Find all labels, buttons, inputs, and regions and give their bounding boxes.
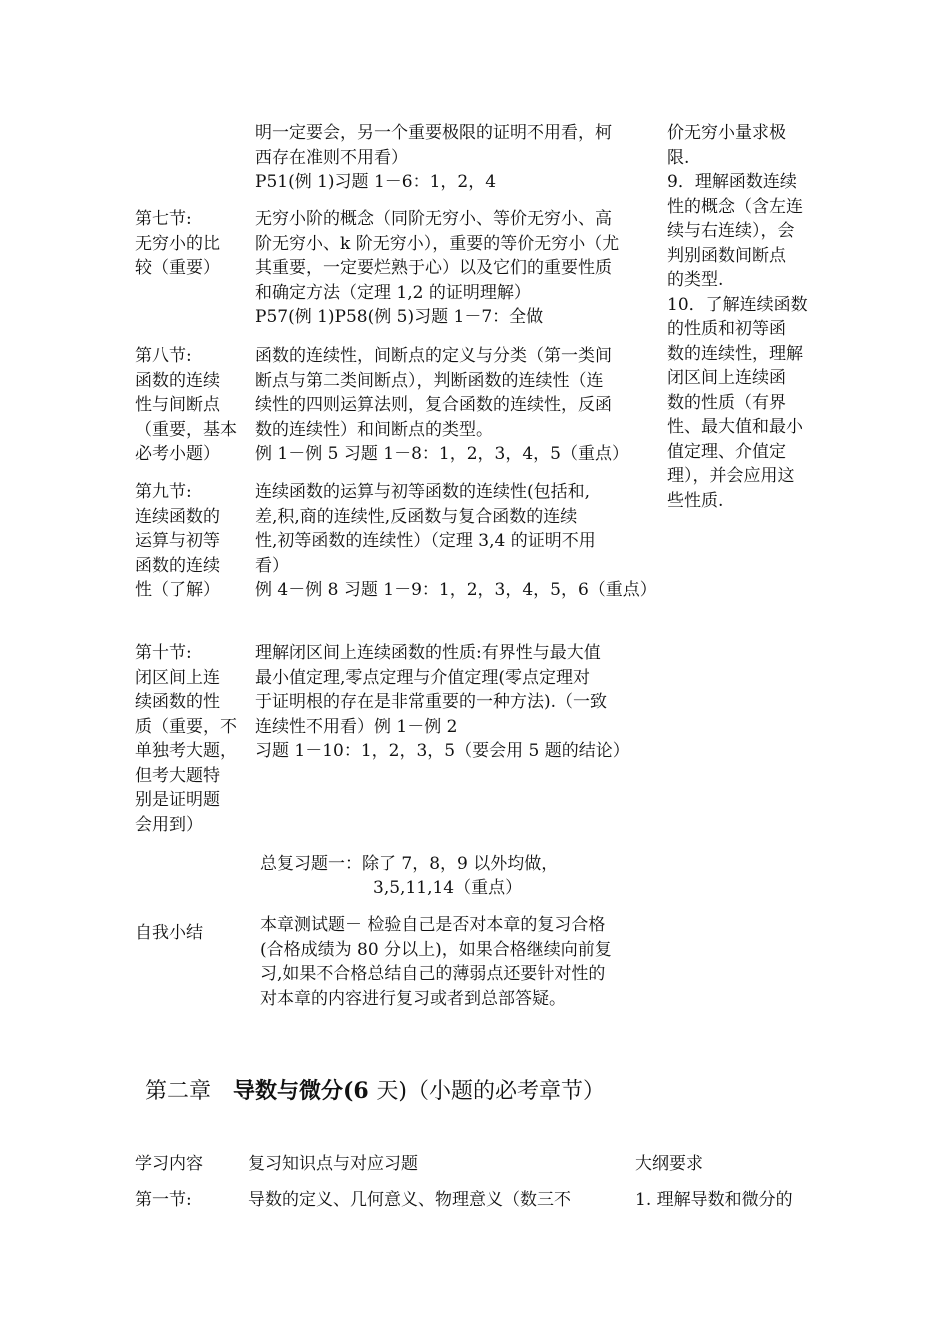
requirement-line: 闭区间上连续函 — [667, 368, 786, 388]
review-line-1: 总复习题一：除了 7，8，9 以外均做， — [260, 854, 559, 874]
requirement-line: 些性质. — [667, 490, 724, 511]
chapter-title-bold: 导数与微分(6 — [233, 1078, 377, 1104]
self-summary-title: 自我小结 — [135, 923, 203, 943]
requirement-line: 限. — [667, 147, 690, 168]
section-9-content: 连续函数的运算与初等函数的连续性(包括和, 差,积,商的连续性,反函数与复合函数的连续 性,初等函数的连续性）（定理 3,4 的证明不用 看） 例 4－例 8 习题 1－9：1，2，3，4，5，6（重点） — [255, 482, 657, 600]
chapter2-row-requirement: 1. 理解导数和微分的 — [635, 1190, 793, 1210]
column-header-content: 学习内容 — [135, 1154, 203, 1174]
requirement-line: 9．理解函数连续 — [667, 172, 797, 192]
content-line: 西存在准则不用看） — [255, 147, 408, 168]
section-8-content: 函数的连续性，间断点的定义与分类（第一类间 断点与第二类间断点），判断函数的连续性（连 续性的四则运算法则，复合函数的连续性，反函 数的连续性）和间断点的类型。 例 1－例 5 习题 1－8：1，2，3，4，5（重点） — [255, 346, 629, 464]
requirement-line: 数的连续性，理解 — [667, 343, 803, 364]
content-line: 明一定要会，另一个重要极限的证明不用看，柯 — [255, 123, 612, 143]
requirement-line: 性、最大值和最小 — [667, 417, 803, 437]
requirements-column — [667, 121, 817, 513]
chapter-title-rest: 天)（小题的必考章节） — [376, 1079, 605, 1104]
chapter2-row-content: 导数的定义、几何意义、物理意义（数三不 — [248, 1190, 571, 1210]
column-header-knowledge: 复习知识点与对应习题 — [248, 1154, 418, 1174]
section-7-title: 第七节: 无穷小的比 较（重要） — [135, 209, 220, 278]
review-line-2: 3,5,11,14（重点） — [373, 878, 523, 898]
requirement-line: 理），并会应用这 — [667, 466, 795, 486]
column-header-requirements: 大纲要求 — [635, 1154, 703, 1174]
requirement-line: 数的性质（有界 — [667, 392, 786, 413]
requirement-line: 的类型. — [667, 270, 724, 290]
requirement-line: 判别函数间断点 — [667, 245, 786, 266]
section-10-title: 第十节: 闭区间上连 续函数的性 质（重要，不 单独考大题， 但考大题特 别是证明题 会用到） — [135, 643, 237, 835]
self-summary-content: 本章测试题－ 检验自己是否对本章的复习合格 (合格成绩为 80 分以上)，如果合格继续向前复 习,如果不合格总结自己的薄弱点还要针对性的 对本章的内容进行复习或者到总部答疑。 — [260, 915, 612, 1009]
requirement-line: 的性质和初等函 — [667, 319, 786, 339]
content-line: P51(例 1)习题 1－6：1，2，4 — [255, 172, 497, 192]
requirement-line: 10．了解连续函数 — [667, 294, 808, 315]
section-7-content: 无穷小阶的概念（同阶无穷小、等价无穷小、高 阶无穷小、k 阶无穷小），重要的等价无穷小（尤 其重要，一定要烂熟于心）以及它们的重要性质 和确定方法（定理 1,2 的证明理解） P57(例 1)P58(例 5)习题 1－7：全做 — [255, 209, 620, 327]
chapter-prefix: 第二章 — [145, 1079, 234, 1104]
section-10-content: 理解闭区间上连续函数的性质:有界性与最大值 最小值定理,零点定理与介值定理(零点定理对 于证明根的存在是非常重要的一种方法).（一致 连续性不用看）例 1－例 2 习题 1－10：1，2，3，5（要会用 5 题的结论） — [255, 643, 630, 761]
section-8-title: 第八节: 函数的连续 性与间断点 （重要，基本 必考小题） — [135, 346, 237, 464]
requirement-line: 性的概念（含左连 — [667, 196, 803, 217]
section-9-title: 第九节: 连续函数的 运算与初等 函数的连续 性（了解） — [135, 482, 220, 600]
requirement-line: 值定理、介值定 — [667, 441, 786, 462]
chapter-heading — [145, 1076, 605, 1107]
prev-section-content — [255, 121, 660, 195]
requirement-line: 价无穷小量求极 — [667, 123, 786, 143]
chapter2-row-title: 第一节: — [135, 1190, 192, 1210]
requirement-line: 续与右连续），会 — [667, 221, 795, 241]
